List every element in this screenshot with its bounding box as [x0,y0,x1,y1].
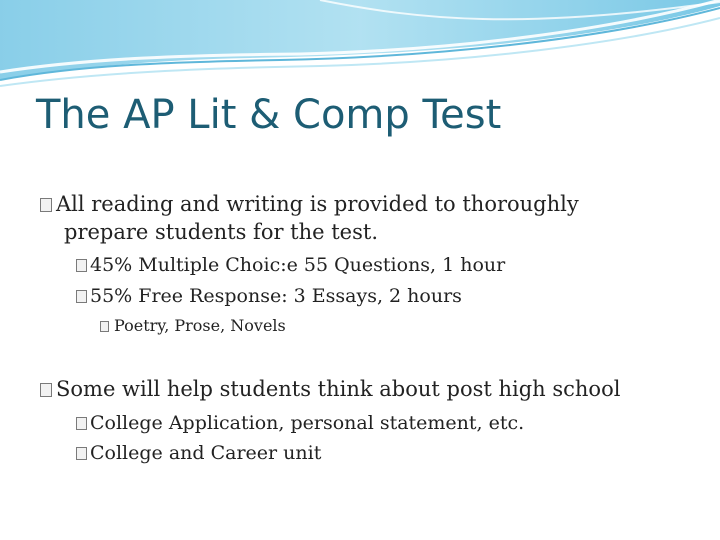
square-bullet-icon [76,290,87,303]
slide-title: The AP Lit & Comp Test [36,92,502,138]
sub-sub-bullet-item: Poetry, Prose, Novels [100,316,286,336]
square-bullet-icon [40,383,52,397]
square-bullet-icon [76,447,87,460]
sub-bullet-item: College Application, personal statement, etc. [76,411,524,435]
sub-bullet-item: 45% Multiple Choic:e 55 Questions, 1 hour [76,253,505,277]
sub-bullet-item: College and Career unit [76,441,321,465]
sub-bullet-item: 55% Free Response: 3 Essays, 2 hours [76,284,462,308]
bullet-item: Some will help students think about post high school [40,376,620,402]
square-bullet-icon [76,259,87,272]
square-bullet-icon [40,198,52,212]
bullet-item: All reading and writing is provided to thoroughly [40,191,579,217]
square-bullet-icon [76,417,87,430]
bullet-item-continued: prepare students for the test. [64,220,378,244]
square-bullet-icon [100,321,109,332]
